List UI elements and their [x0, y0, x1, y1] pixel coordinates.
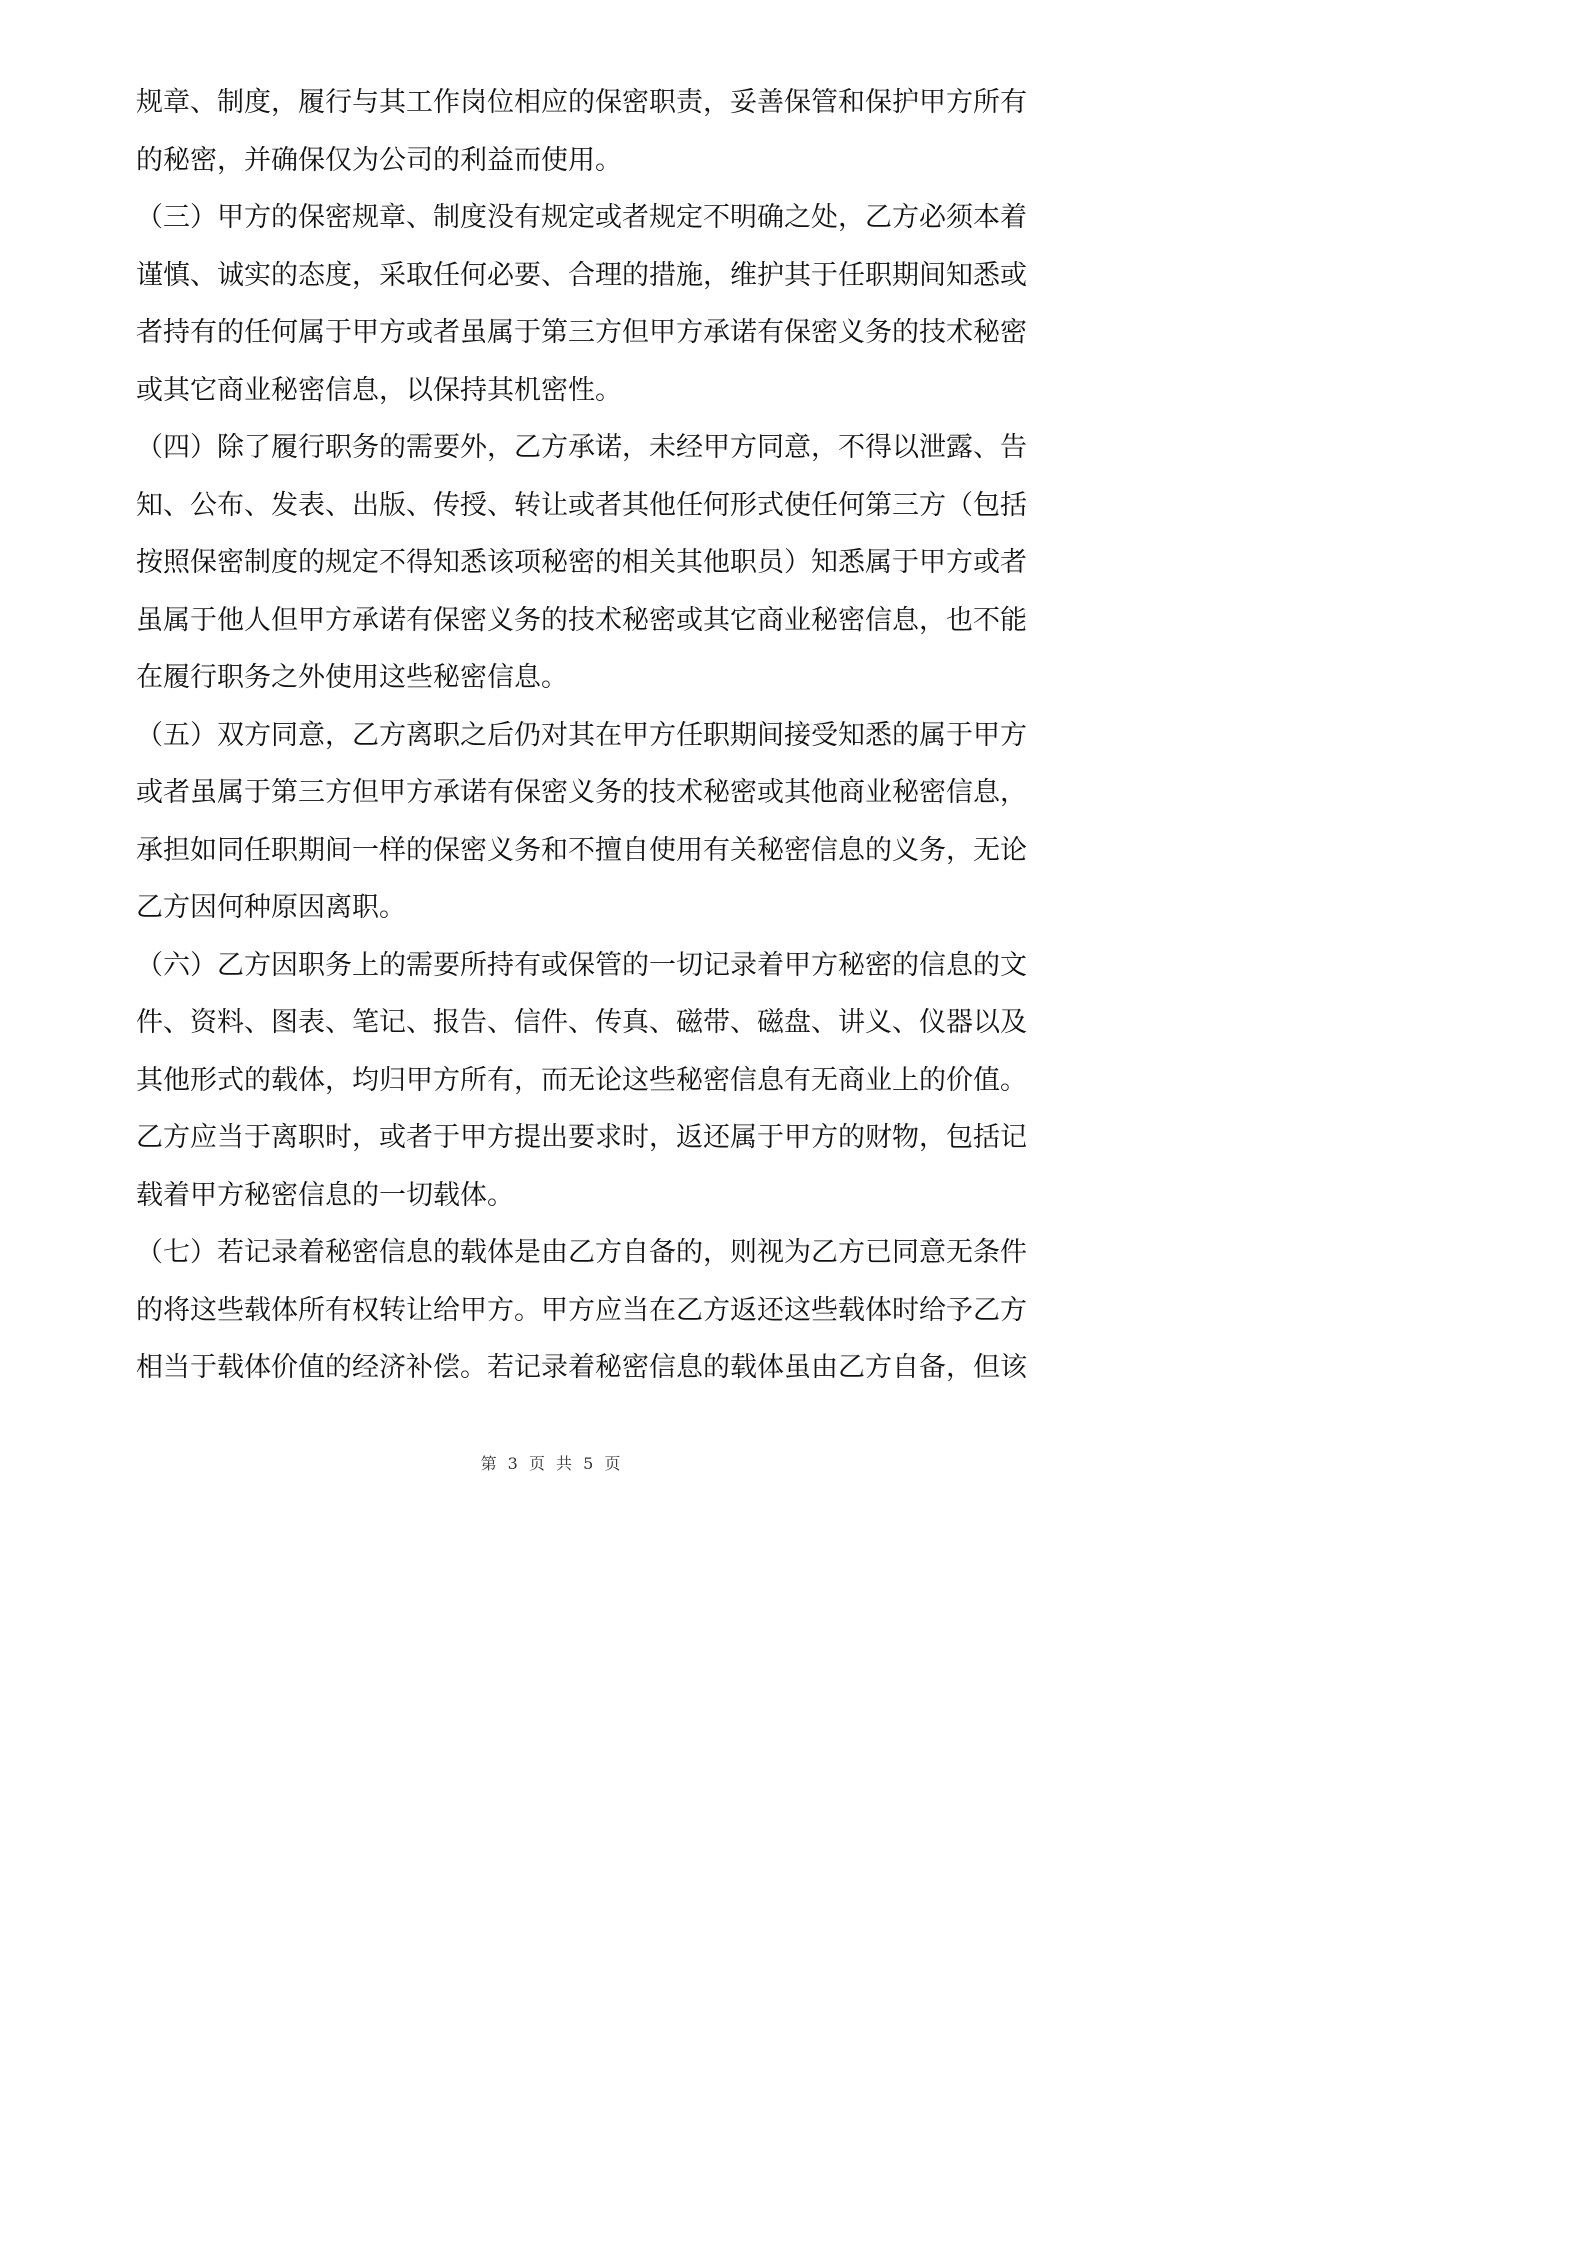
text-line: 虽属于他人但甲方承诺有保密义务的技术秘密或其它商业秘密信息，也不能 — [136, 604, 1027, 636]
text-line: 者持有的任何属于甲方或者虽属于第三方但甲方承诺有保密义务的技术秘密 — [136, 317, 1027, 348]
page-footer: 第 3 页 共 5 页 — [480, 1454, 624, 1473]
text-line: 的秘密，并确保仅为公司的利益而使用。 — [136, 144, 622, 176]
text-line: 或其它商业秘密信息，以保持其机密性。 — [136, 374, 622, 406]
document-body — [136, 74, 1027, 1397]
text-line: 按照保密制度的规定不得知悉该项秘密的相关其他职员）知悉属于甲方或者 — [136, 547, 1027, 578]
text-line: 件、资料、图表、笔记、报告、信件、传真、磁带、磁盘、讲义、仪器以及 — [136, 1007, 1027, 1038]
text-line: （四）除了履行职务的需要外，乙方承诺，未经甲方同意，不得以泄露、告 — [136, 432, 1027, 463]
text-line: 在履行职务之外使用这些秘密信息。 — [136, 662, 568, 693]
text-line: 或者虽属于第三方但甲方承诺有保密义务的技术秘密或其他商业秘密信息， — [136, 777, 1027, 808]
text-line: 承担如同任职期间一样的保密义务和不擅自使用有关秘密信息的义务，无论 — [136, 834, 1027, 866]
text-line: 知、公布、发表、出版、传授、转让或者其他任何形式使任何第三方（包括 — [136, 489, 1027, 521]
text-line: （七）若记录着秘密信息的载体是由乙方自备的，则视为乙方已同意无条件 — [136, 1237, 1027, 1268]
text-line: 乙方因何种原因离职。 — [136, 892, 406, 923]
text-line: （三）甲方的保密规章、制度没有规定或者规定不明确之处，乙方必须本着 — [136, 202, 1027, 233]
document-page — [0, 0, 1104, 1561]
text-line: 载着甲方秘密信息的一切载体。 — [136, 1179, 514, 1211]
text-line: 相当于载体价值的经济补偿。若记录着秘密信息的载体虽由乙方自备，但该 — [136, 1352, 1027, 1383]
text-line: 规章、制度，履行与其工作岗位相应的保密职责，妥善保管和保护甲方所有 — [136, 87, 1027, 118]
text-line: 其他形式的载体，均归甲方所有，而无论这些秘密信息有无商业上的价值。 — [136, 1064, 1027, 1096]
text-line: 乙方应当于离职时，或者于甲方提出要求时，返还属于甲方的财物，包括记 — [136, 1122, 1027, 1153]
text-line: （六）乙方因职务上的需要所持有或保管的一切记录着甲方秘密的信息的文 — [136, 949, 1027, 981]
text-line: （五）双方同意，乙方离职之后仍对其在甲方任职期间接受知悉的属于甲方 — [136, 719, 1027, 751]
text-line: 的将这些载体所有权转让给甲方。甲方应当在乙方返还这些载体时给予乙方 — [136, 1294, 1027, 1326]
text-line: 谨慎、诚实的态度，采取任何必要、合理的措施，维护其于任职期间知悉或 — [136, 259, 1027, 291]
